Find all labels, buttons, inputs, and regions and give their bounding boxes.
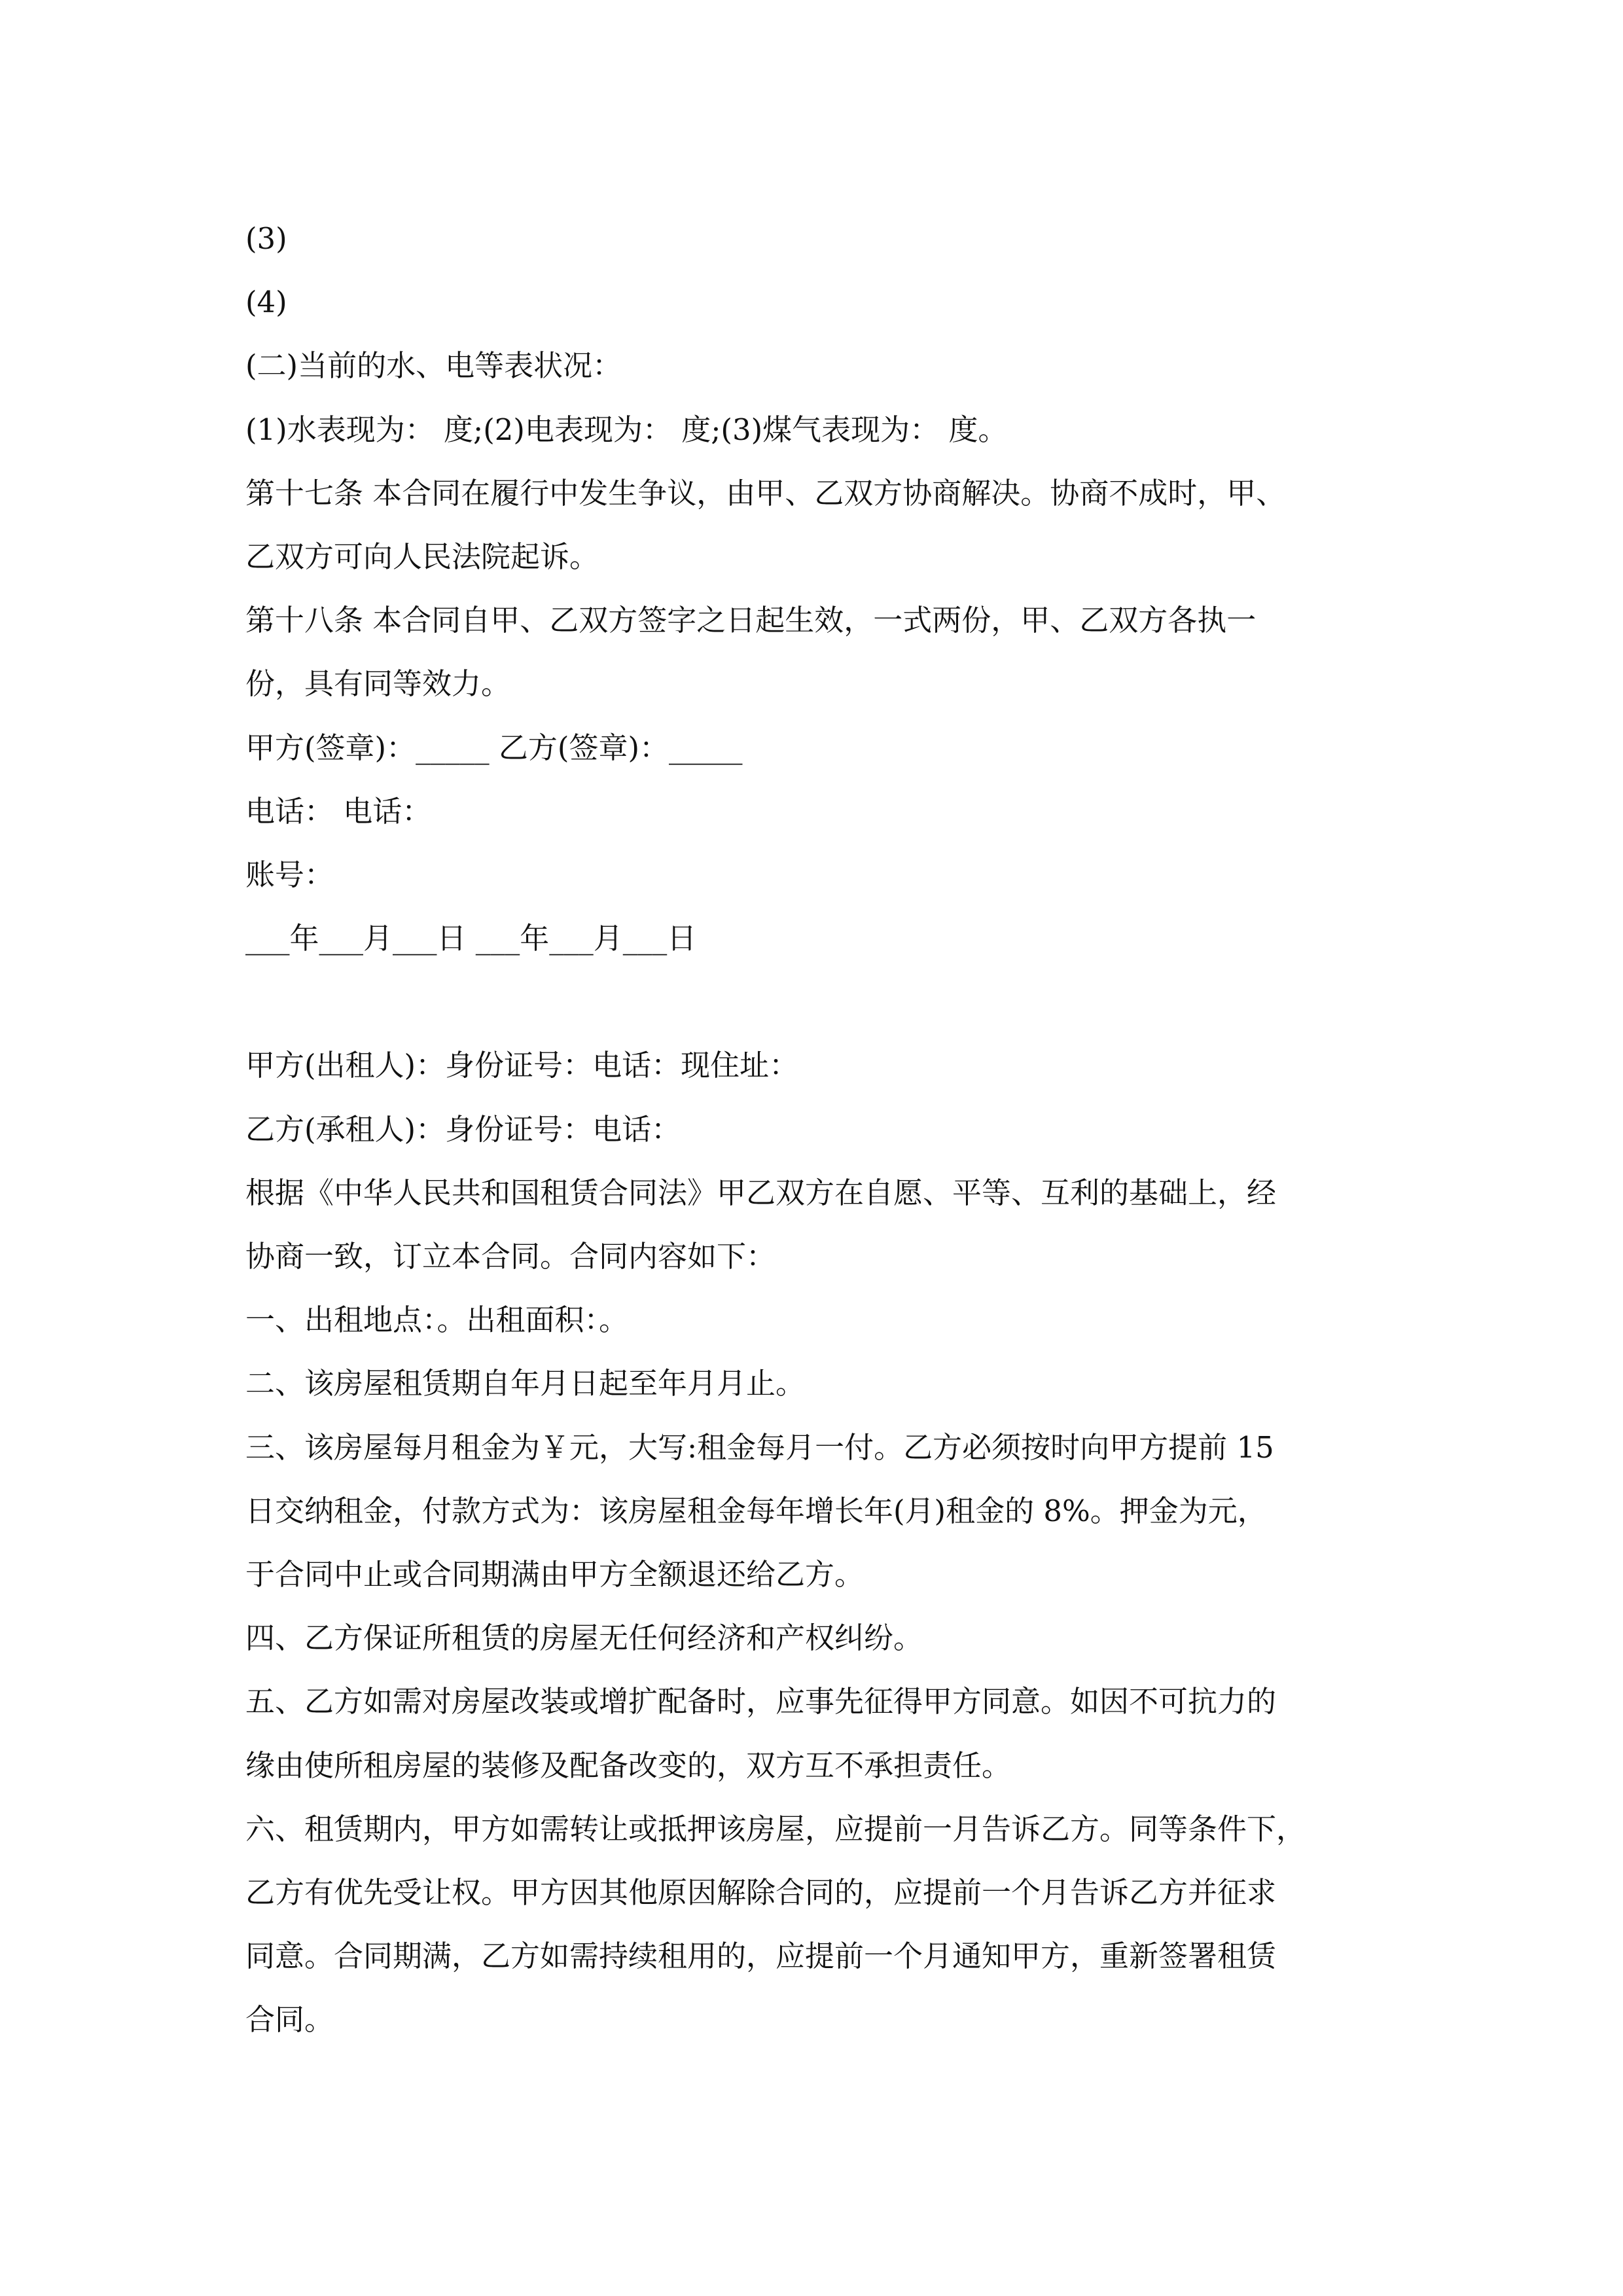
text-line: 日交纳租金，付款方式为：该房屋租金每年增长年(月)租金的 8%。押金为元， [245,1493,1267,1528]
text-line: 一、出租地点：。出租面积：。 [245,1302,629,1338]
paragraph [245,1098,1384,1161]
text-line: 四、乙方保证所租赁的房屋无任何经济和产权纠纷。 [245,1621,923,1656]
text-line: (二)当前的水、电等表状况： [245,348,622,384]
blank-gap [245,970,1384,1033]
text-line: 账号： [245,857,334,892]
text-line: 甲方(签章)：_____ 乙方(签章)：_____ [245,730,743,765]
paragraph [245,1033,1384,1097]
paragraph [245,270,1384,334]
text-line: 同意。合同期满，乙方如需持续租用的，应提前一个月通知甲方，重新签署租赁 [245,1939,1277,1974]
text-line: 乙方(承租人)：身份证号：电话： [245,1111,681,1147]
paragraph [245,1416,1384,1607]
paragraph [245,906,1384,970]
text-line: 六、租赁期内，甲方如需转让或抵押该房屋，应提前一月告诉乙方。同等条件下， [245,1811,1306,1846]
paragraph [245,588,1384,715]
text-line: ___年___月___日 ___年___月___日 [245,921,697,956]
text-line: 电话： 电话： [245,793,432,829]
text-line: 甲方(出租人)：身份证号：电话：现住址： [245,1048,799,1083]
paragraph [245,1352,1384,1415]
paragraph [245,1670,1384,1797]
paragraph [245,461,1384,588]
text-line: 协商一致，订立本合同。合同内容如下： [245,1239,776,1274]
text-line: 二、该房屋租赁期自年月日起至年月月止。 [245,1366,806,1401]
paragraph [245,1288,1384,1352]
text-line: 乙方有优先受让权。甲方因其他原因解除合同的，应提前一个月告诉乙方并征求 [245,1874,1277,1910]
text-line: 乙双方可向人民法院起诉。 [245,539,599,574]
paragraph [245,398,1384,461]
paragraph [245,780,1384,843]
text-line: 三、该房屋每月租金为￥元，大写:租金每月一付。乙方必须按时向甲方提前 15 [245,1429,1274,1465]
paragraph [245,716,1384,780]
paragraph [245,1161,1384,1288]
paragraph [245,843,1384,906]
text-line: (4) [245,285,287,320]
paragraph [245,1797,1384,2052]
paragraph [245,334,1384,397]
text-line: (1)水表现为： 度;(2)电表现为： 度;(3)煤气表现为： 度。 [245,412,1008,447]
text-line: 第十七条 本合同在履行中发生争议，由甲、乙双方协商解决。协商不成时，甲、 [245,475,1286,511]
paragraph [245,1606,1384,1670]
text-line: 根据《中华人民共和国租赁合同法》甲乙双方在自愿、平等、互利的基础上，经 [245,1175,1277,1210]
text-line: 于合同中止或合同期满由甲方全额退还给乙方。 [245,1556,865,1592]
text-line: 五、乙方如需对房屋改装或增扩配备时，应事先征得甲方同意。如因不可抗力的 [245,1684,1277,1719]
text-line: 缘由使所租房屋的装修及配备改变的，双方互不承担责任。 [245,1748,1012,1783]
document-body [245,207,1384,2051]
text-line: 合同。 [245,2002,334,2037]
text-line: (3) [245,221,287,256]
paragraph [245,207,1384,270]
text-line: 份，具有同等效力。 [245,666,511,702]
text-line: 第十八条 本合同自甲、乙双方签字之日起生效，一式两份，甲、乙双方各执一 [245,603,1257,638]
